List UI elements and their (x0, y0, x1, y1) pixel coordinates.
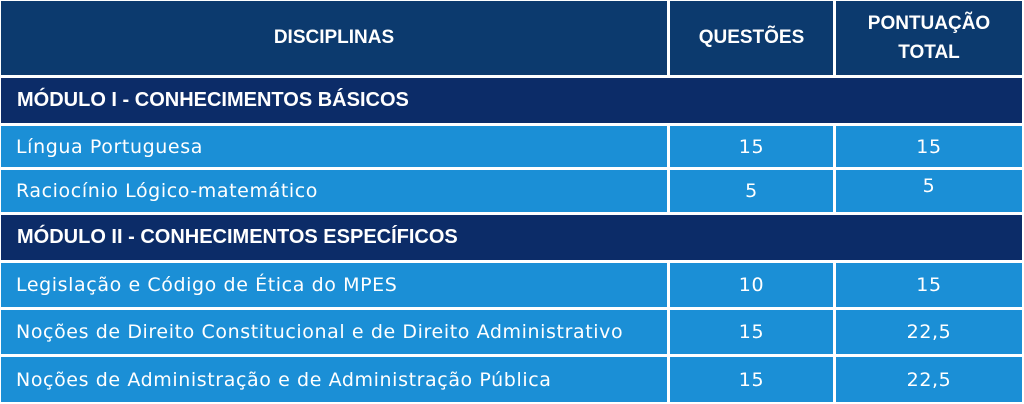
disciplina-cell: Língua Portuguesa (1, 126, 667, 167)
header-pontuacao (836, 1, 1022, 75)
header-disciplinas-label: DISCIPLINAS (273, 27, 395, 49)
module-row (1, 78, 1022, 123)
module-title: MÓDULO I - CONHECIMENTOS BÁSICOS (1, 78, 1022, 123)
disciplina-cell: Noções de Direito Constitucional e de Direito Administrativo (1, 310, 667, 354)
table-row (1, 310, 1022, 354)
header-questoes (670, 1, 833, 75)
table-header-row (1, 1, 1022, 75)
header-pontuacao-label-line2: TOTAL (898, 42, 960, 63)
pontuacao-cell: 15 (836, 263, 1022, 307)
questoes-cell: 15 (670, 126, 833, 167)
disciplina-cell: Legislação e Código de Ética do MPES (1, 263, 667, 307)
table-row (1, 126, 1022, 167)
disciplina-cell: Raciocínio Lógico-matemático (1, 170, 667, 212)
questoes-cell: 15 (670, 357, 833, 402)
disciplina-cell: Noções de Administração e de Administração Pública (1, 357, 667, 402)
header-questoes-label: QUESTÕES (698, 27, 805, 49)
score-table (1, 1, 1022, 403)
pontuacao-cell: 22,5 (836, 357, 1022, 402)
pontuacao-cell: 5 (836, 170, 1022, 212)
header-pontuacao-label-line1: PONTUAÇÃO (867, 12, 991, 34)
table-row (1, 357, 1022, 402)
header-disciplinas (1, 1, 667, 75)
table-row (1, 263, 1022, 307)
questoes-cell: 15 (670, 310, 833, 354)
questoes-cell: 10 (670, 263, 833, 307)
table-row (1, 170, 1022, 212)
pontuacao-cell: 15 (836, 126, 1022, 167)
pontuacao-cell: 22,5 (836, 310, 1022, 354)
module-title: MÓDULO II - CONHECIMENTOS ESPECÍFICOS (1, 215, 1022, 260)
questoes-cell: 5 (670, 170, 833, 212)
module-row (1, 215, 1022, 260)
